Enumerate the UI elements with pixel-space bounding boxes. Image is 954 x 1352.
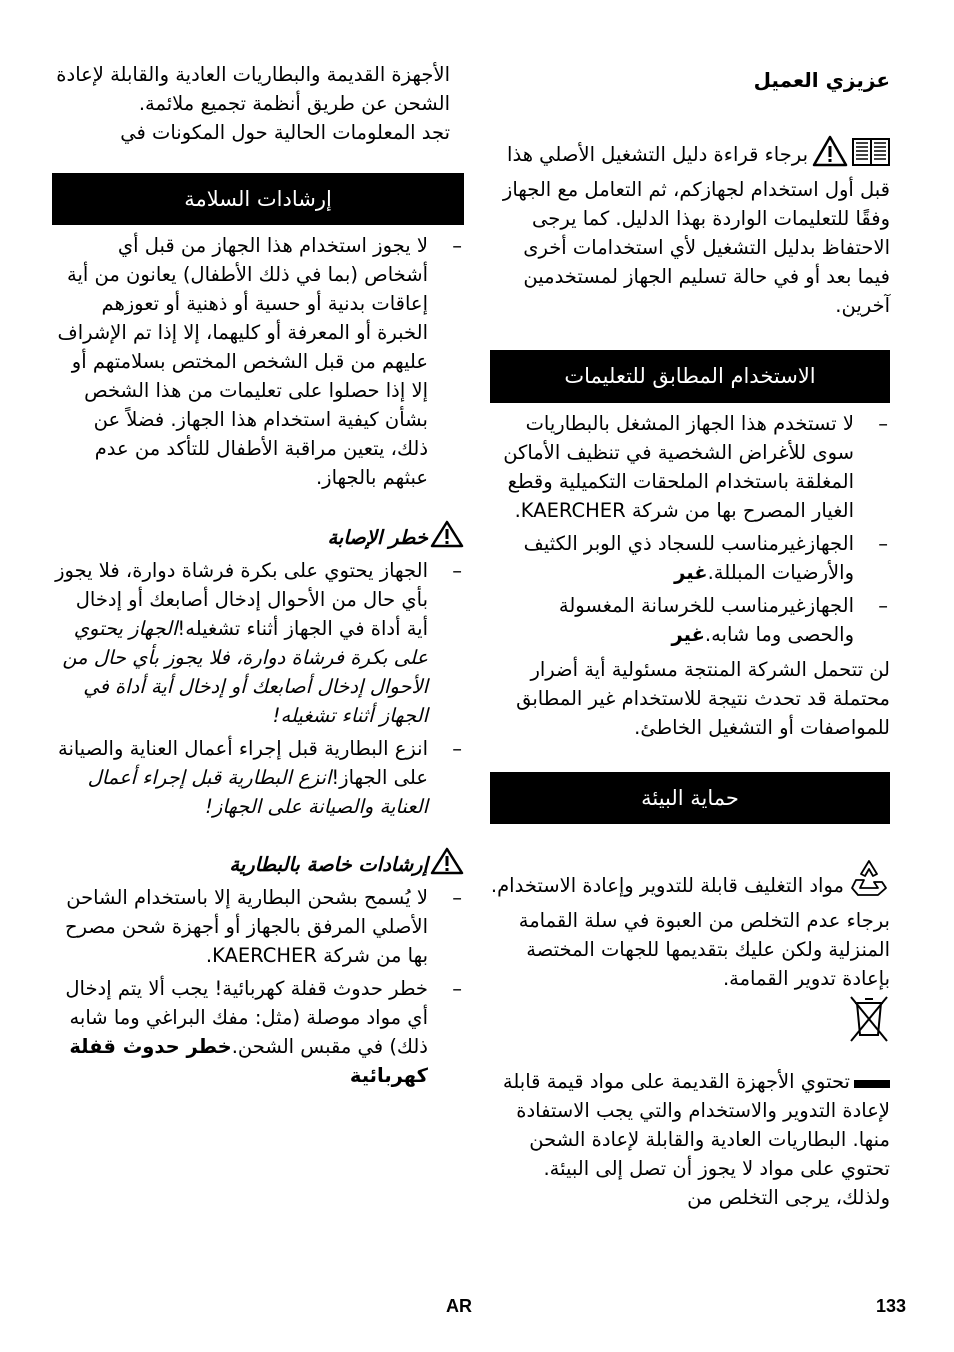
continuation-paragraph: الأجهزة القديمة والبطاريات العادية والقابلة لإعادة الشحن عن طريق أنظمة تجميع ملائمة. [56,63,450,115]
list-item: – انزع البطارية قبل إجراء أعمال العناية والصيانة على الجهاز!انزع البطارية قبل إجراء أعمال العناية والصيانة على الجهاز! [57,737,462,818]
left-column [52,60,464,1090]
right-column [490,60,890,1212]
page-number: 133 [876,1296,907,1316]
list-item: – لا يجوز استخدام هذا الجهاز من قبل أي أشخاص (بما في ذلك الأطفال) يعانون من أية إعاقات بدنية أو حسية أو ذهنية أو تعوزهم الخبرة أو المعرفة أو كليهما، إلا إذا تم الإشراف عليهم من قبل الشخص المختص بسلامتهم أو إلا إذا حصلوا على تعليمات من هذا الشخص بشأن كيفية استخدام هذا الجهاز. فضلاً عن ذلك، يتعين مراقبة الأطفال للتأكد من عدم عبثهم بالجهاز. [57,234,462,489]
list-item: – الجهازغيرمناسب للخرسانة المغسولة والحصى وما شابه.غير [558,594,888,646]
list-item: – خطر حدوث قفلة كهربائية! يجب ألا يتم إدخال أي مواد موصلة (مثل: مفك البراغي وما شابه ذلك) في مقبس الشحن.خطر حدوث قفلة كهربائية [65,977,462,1087]
greeting: عزيزي العميل [753,68,890,92]
language-code: AR [446,1296,472,1316]
battery-hazard-heading: إرشادات خاصة بالبطارية [52,847,464,883]
packaging-paragraph: مواد التغليف قابلة للتدوير وإعادة الاستخدام. برجاء عدم التخلص من العبوة في سلة القمامة المنزلية ولكن عليك بتقديمها للجهات المختصة بإعادة تدوير القمامة. [490,858,890,993]
list-item: – الجهازغيرمناسب للسجاد ذي الوبر الكثيف والأرضيات المبللة.غير [523,532,888,584]
section-heading-intended-use: الاستخدام المطابق للتعليمات [490,350,890,402]
recycle-icon [848,858,890,906]
manual-book-icon [852,137,890,175]
list-item: – الجهاز يحتوي على بكرة فرشاة دوارة، فلا يجوز بأي حال من الأحوال إدخال أصابعك أو إدخال أية أداة في الجهاز أثناء تشغيله!الجهاز يحتوي على بكرة فرشاة دوارة، فلا يجوز بأي حال من الأحوال إدخال أصابعك أو إدخال أية أداة في الجهاز أثناء تشغيله! [55,559,462,727]
crossed-bin-icon [848,995,890,1047]
section-heading-environment: حماية البيئة [490,772,890,824]
warning-icon [430,520,464,556]
components-info: تجد المعلومات الحالية حول المكونات في [120,121,450,144]
injury-hazard-heading: خطر الإصابة [52,520,464,556]
list-item: – لا يُسمح بشحن البطارية إلا باستخدام الشاحن الأصلي المرفق بالجهاز أو أجهزة شحن مصرح بها من شركة KAERCHER. [65,886,462,967]
old-devices-paragraph: تحتوي الأجهزة القديمة على مواد قيمة قابلة لإعادة التدوير والاستخدام والتي يجب الاستفادة منها. البطاريات العادية والقابلة لإعادة الشحن تحتوي على مواد لا يجوز أن تصل إلى البيئة. ولذلك، يرجى التخلص من [502,1070,890,1209]
divider [490,402,890,403]
section-heading-safety: إرشادات السلامة [52,173,464,225]
warning-icon [430,847,464,883]
separator-bar-icon [854,1080,890,1088]
warning-icon [812,135,848,175]
list-item: – لا تستخدم هذا الجهاز المشغل بالبطاريات سوى للأغراض الشخصية في تنظيف الأماكن المغلقة باستخدام الملحقات التكميلية وقطع الغيار المصرح بها من شركة KAERCHER. [503,412,888,522]
intro-paragraph: برجاء قراءة دليل التشغيل الأصلي هذا قبل أول استخدام لجهازكم، ثم التعامل مع الجهاز وفقًا للتعليمات الواردة بهذا الدليل. كما يرجى الاحتفاظ بدليل التشغيل لأي استخدامات أخرى فيما بعد أو في حالة تسليم الجهاز لمستخدمين آخرين. [490,135,890,320]
liability-paragraph: لن تتحمل الشركة المنتجة مسئولية أية أضرار محتملة قد تحدث نتيجة للاستخدام غير المطابق للمواصفات أو التشغيل الخاطئ. [516,658,890,739]
